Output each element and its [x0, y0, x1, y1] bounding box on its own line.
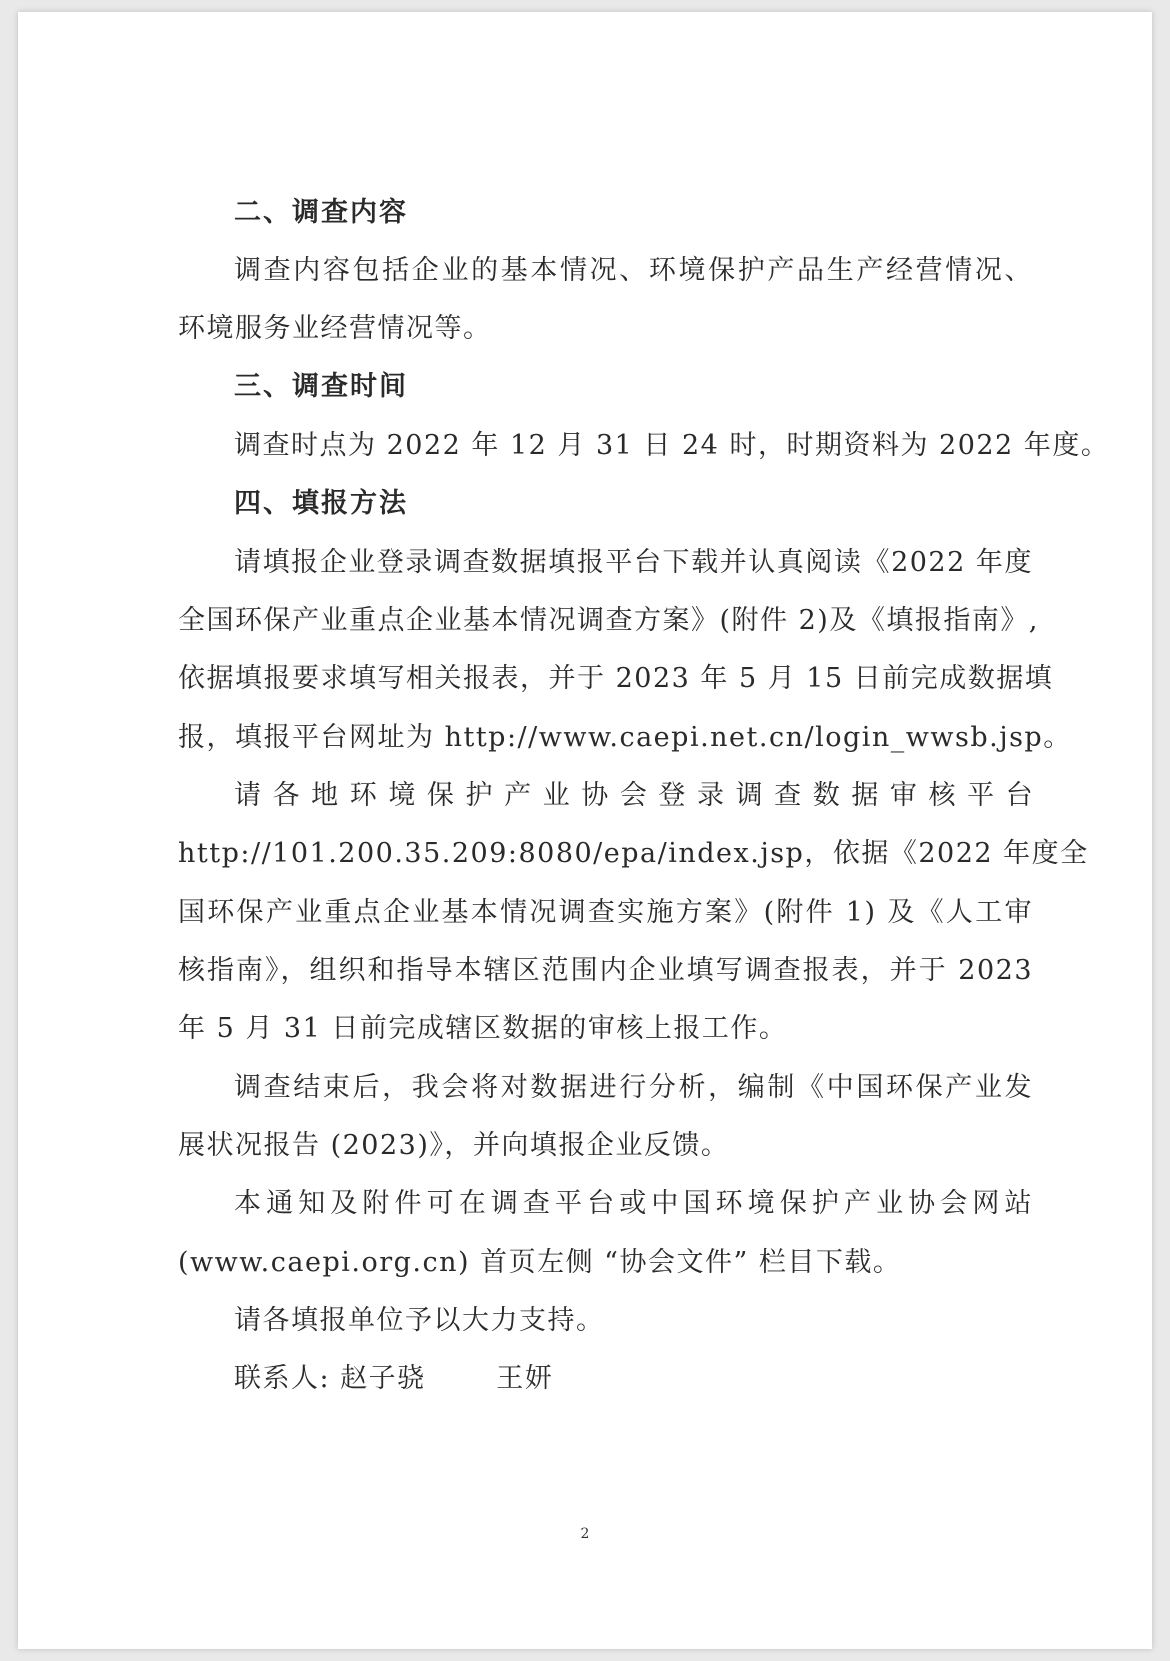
section-heading-reporting-method: 四、填报方法 — [234, 488, 408, 519]
paragraph-line: 请各填报单位予以大力支持。 — [234, 1305, 605, 1336]
contact-line: 联系人: 赵子骁 王妍 — [234, 1363, 554, 1394]
paragraph-line: 调查时点为 2022 年 12 月 31 日 24 时，时期资料为 2022 年度。 — [234, 430, 1110, 461]
section-heading-survey-time: 三、调查时间 — [234, 371, 408, 402]
paragraph-line: http://101.200.35.209:8080/epa/index.jsp，依据《2022 年度全 — [178, 838, 1089, 869]
page-number: 2 — [580, 1526, 590, 1542]
paragraph-line: 调查结束后，我会将对数据进行分析，编制《中国环保产业发 — [234, 1072, 1033, 1103]
section-heading-survey-content: 二、调查内容 — [234, 197, 408, 228]
paragraph-line: 依据填报要求填写相关报表，并于 2023 年 5 月 15 日前完成数据填 — [178, 663, 1054, 694]
paragraph-line: 请填报企业登录调查数据填报平台下载并认真阅读《2022 年度 — [234, 547, 1033, 578]
paragraph-line: 全国环保产业重点企业基本情况调查方案》(附件 2)及《填报指南》, — [178, 605, 1039, 636]
paragraph-line: 本通知及附件可在调查平台或中国环境保护产业协会网站 — [234, 1188, 1033, 1219]
paragraph-line: (www.caepi.org.cn) 首页左侧 “协会文件” 栏目下载。 — [178, 1247, 902, 1278]
paragraph-line: 调查内容包括企业的基本情况、环境保护产品生产经营情况、 — [234, 255, 1033, 286]
paragraph-line: 核指南》，组织和指导本辖区范围内企业填写调查报表，并于 2023 — [178, 955, 1033, 986]
document-page — [18, 12, 1152, 1649]
paragraph-line: 报，填报平台网址为 http://www.caepi.net.cn/login_wwsb.jsp。 — [178, 722, 1072, 753]
paragraph-line: 请 各 地 环 境 保 护 产 业 协 会 登 录 调 查 数 据 审 核 平 台 — [234, 780, 1035, 811]
paragraph-line: 国环保产业重点企业基本情况调查实施方案》(附件 1) 及《人工审 — [178, 897, 1033, 928]
paragraph-line: 环境服务业经营情况等。 — [178, 313, 492, 344]
paragraph-line: 年 5 月 31 日前完成辖区数据的审核上报工作。 — [178, 1013, 788, 1044]
paragraph-line: 展状况报告 (2023)》，并向填报企业反馈。 — [178, 1130, 730, 1161]
